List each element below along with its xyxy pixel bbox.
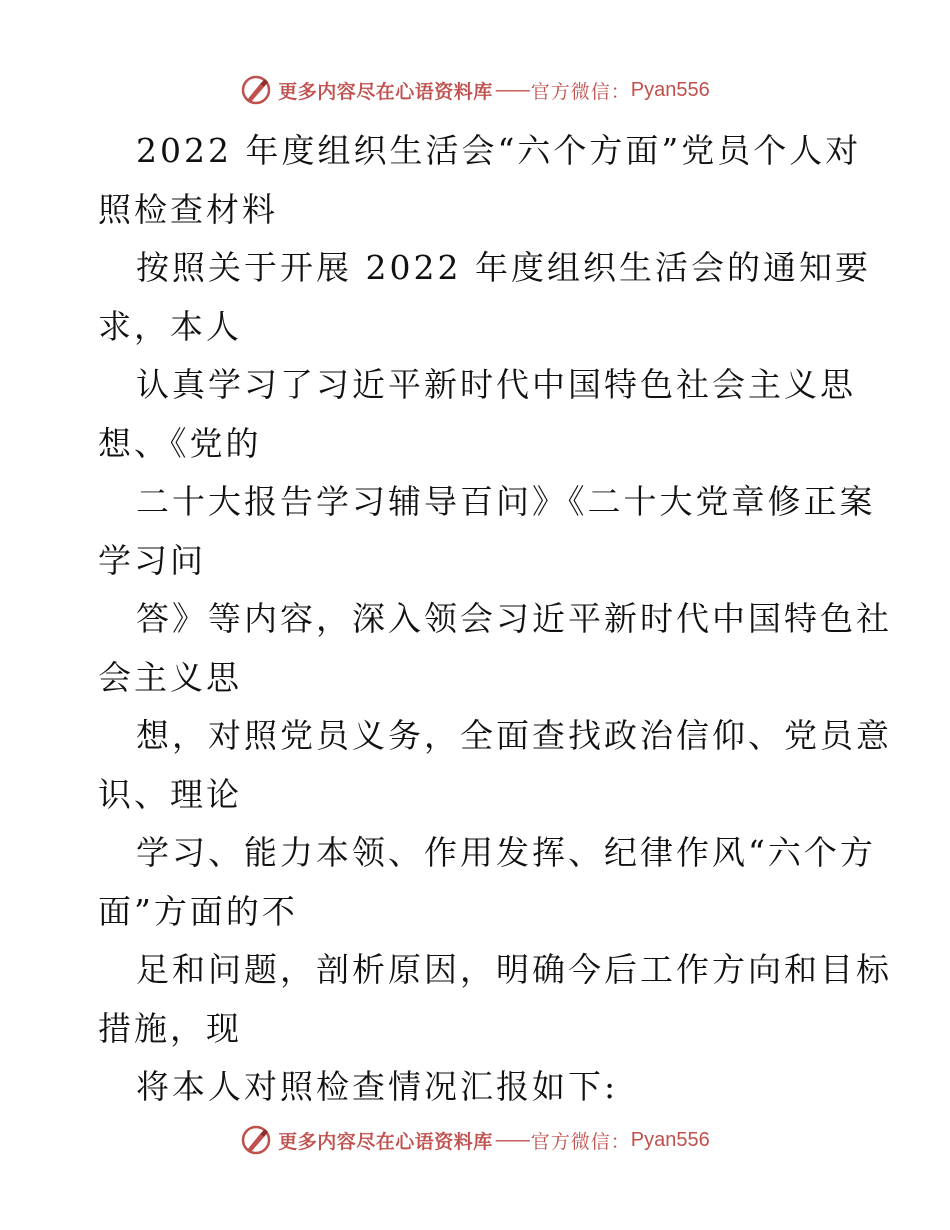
document-body — [98, 122, 892, 1117]
title-line-1: 2022 年度组织生活会“六个方面”党员个人对 — [136, 131, 862, 170]
banner-wechat-id: Pyan556 — [630, 1128, 710, 1151]
paragraph-line: 将本人对照检查情况汇报如下: — [136, 1067, 619, 1106]
banner-wechat-label: 官方微信： — [530, 80, 631, 103]
banner-dash: —— — [494, 1129, 529, 1151]
paragraph-line: 面”方面的不 — [98, 891, 298, 931]
banner-wechat-label: 官方微信： — [530, 1130, 631, 1153]
paragraph-line: 会主义思 — [98, 657, 242, 697]
pen-logo-icon — [240, 1124, 272, 1156]
paragraph-line: 按照关于开展 2022 年度组织生活会的通知要 — [136, 248, 871, 287]
paragraph-line: 足和问题，剖析原因，明确今后工作方向和目标 — [136, 950, 892, 989]
footer-watermark-banner — [0, 1120, 950, 1160]
paragraph-line: 答》等内容，深入领会习近平新时代中国特色社 — [136, 599, 892, 638]
paragraph-line: 学习问 — [98, 540, 206, 580]
header-watermark-banner — [0, 70, 950, 110]
paragraph-line: 识、理论 — [98, 774, 242, 814]
paragraph-line: 想、《党的 — [98, 423, 262, 463]
banner-main-text: 更多内容尽在心语资料库 — [278, 1130, 493, 1153]
banner-main-text: 更多内容尽在心语资料库 — [278, 80, 493, 103]
paragraph-line: 想，对照党员义务，全面查找政治信仰、党员意 — [136, 716, 892, 755]
paragraph-line: 求，本人 — [98, 306, 242, 346]
title-line-2: 照检查材料 — [98, 189, 278, 229]
banner-dash: —— — [494, 79, 529, 101]
paragraph-line: 措施，现 — [98, 1008, 242, 1048]
paragraph-line: 认真学习了习近平新时代中国特色社会主义思 — [136, 365, 856, 404]
banner-wechat-id: Pyan556 — [630, 78, 710, 101]
paragraph-line: 学习、能力本领、作用发挥、纪律作风“六个方 — [136, 833, 876, 872]
paragraph-line: 二十大报告学习辅导百问》《二十大党章修正案 — [136, 482, 876, 521]
pen-logo-icon — [240, 74, 272, 106]
